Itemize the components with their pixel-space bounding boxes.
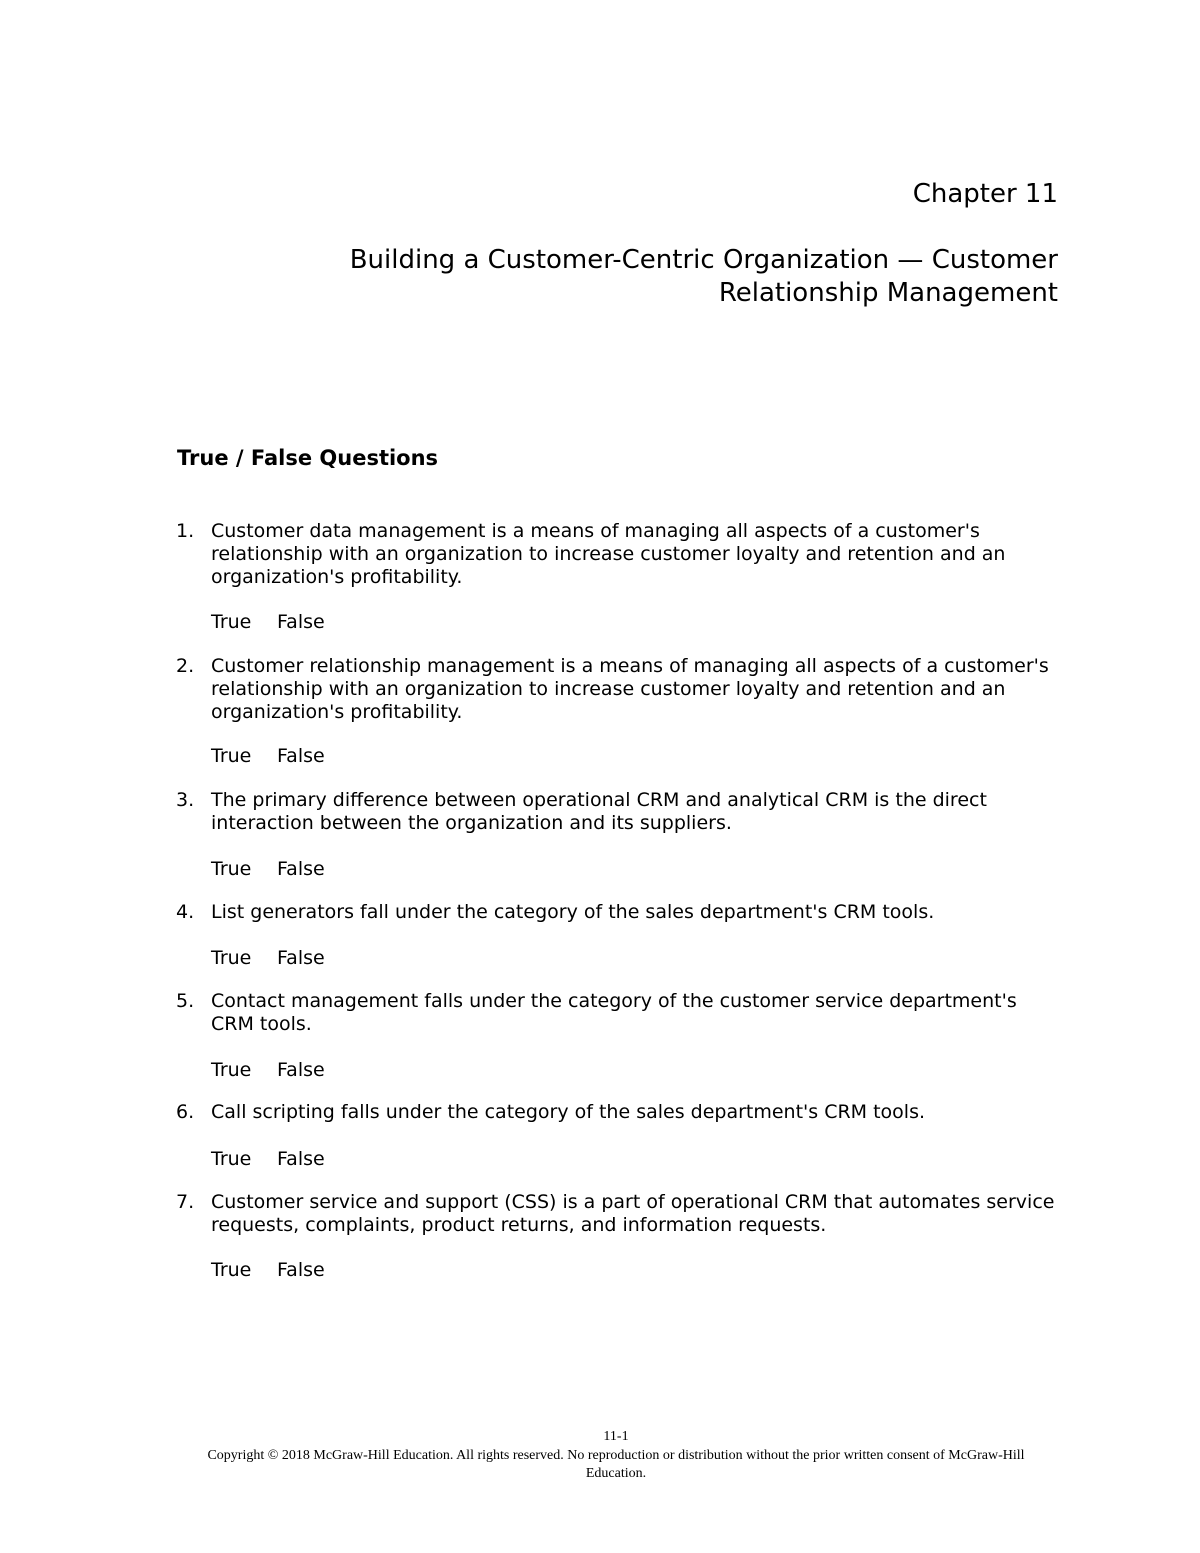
question-text: Call scripting falls under the category of the sales department's CRM tools. <box>211 1101 926 1123</box>
question-text: List generators fall under the category of the sales department's CRM tools. <box>211 901 935 923</box>
answer-true: True <box>211 611 252 633</box>
copyright-text: Copyright © 2018 McGraw-Hill Education. All rights reserved. No reproduction or distribution without the prior written consent of McGraw-Hill Education. <box>207 1448 1025 1481</box>
answer-false: False <box>277 745 325 767</box>
question-number: 3. <box>176 789 195 811</box>
answer-false: False <box>277 611 325 633</box>
question-item <box>176 520 1056 589</box>
answer-true: True <box>211 1148 252 1170</box>
answer-false: False <box>277 1059 325 1081</box>
answer-options <box>211 1148 325 1171</box>
question-text: Contact management falls under the category of the customer service department's CRM tools. <box>211 990 1017 1035</box>
section-heading: True / False Questions <box>177 446 439 470</box>
answer-options <box>211 858 325 881</box>
question-item <box>176 990 1056 1036</box>
question-number: 4. <box>176 901 195 923</box>
question-text: Customer service and support (CSS) is a part of operational CRM that automates service requests, complaints, product returns, and information requests. <box>211 1191 1055 1236</box>
question-item <box>176 655 1056 724</box>
answer-false: False <box>277 1259 325 1281</box>
question-number: 5. <box>176 990 195 1012</box>
answer-options <box>211 947 325 970</box>
answer-true: True <box>211 858 252 880</box>
question-number: 6. <box>176 1101 195 1123</box>
question-number: 1. <box>176 520 195 542</box>
answer-false: False <box>277 858 325 880</box>
answer-true: True <box>211 947 252 969</box>
page-number: 11-1 <box>603 1429 629 1444</box>
answer-true: True <box>211 1059 252 1081</box>
answer-options <box>211 1059 325 1082</box>
question-item <box>176 1191 1056 1237</box>
question-item <box>176 901 1056 924</box>
chapter-title: Building a Customer-Centric Organization — Customer Relationship Management <box>349 245 1058 308</box>
answer-options <box>211 745 325 768</box>
question-text: The primary difference between operational CRM and analytical CRM is the direct interaction between the organization and its suppliers. <box>211 789 987 834</box>
chapter-label: Chapter 11 <box>912 179 1058 209</box>
answer-true: True <box>211 745 252 767</box>
answer-options <box>211 611 325 634</box>
copyright-notice <box>0 1447 1200 1483</box>
question-number: 2. <box>176 655 195 677</box>
answer-false: False <box>277 947 325 969</box>
answer-false: False <box>277 1148 325 1170</box>
question-item <box>176 1101 1056 1124</box>
question-item <box>176 789 1056 835</box>
question-text: Customer relationship management is a means of managing all aspects of a customer's relationship with an organization to increase customer loyalty and retention and an organization's profitability. <box>211 655 1049 723</box>
answer-true: True <box>211 1259 252 1281</box>
question-text: Customer data management is a means of managing all aspects of a customer's relationship with an organization to increase customer loyalty and retention and an organization's profitability. <box>211 520 1006 588</box>
answer-options <box>211 1259 325 1282</box>
question-number: 7. <box>176 1191 195 1213</box>
